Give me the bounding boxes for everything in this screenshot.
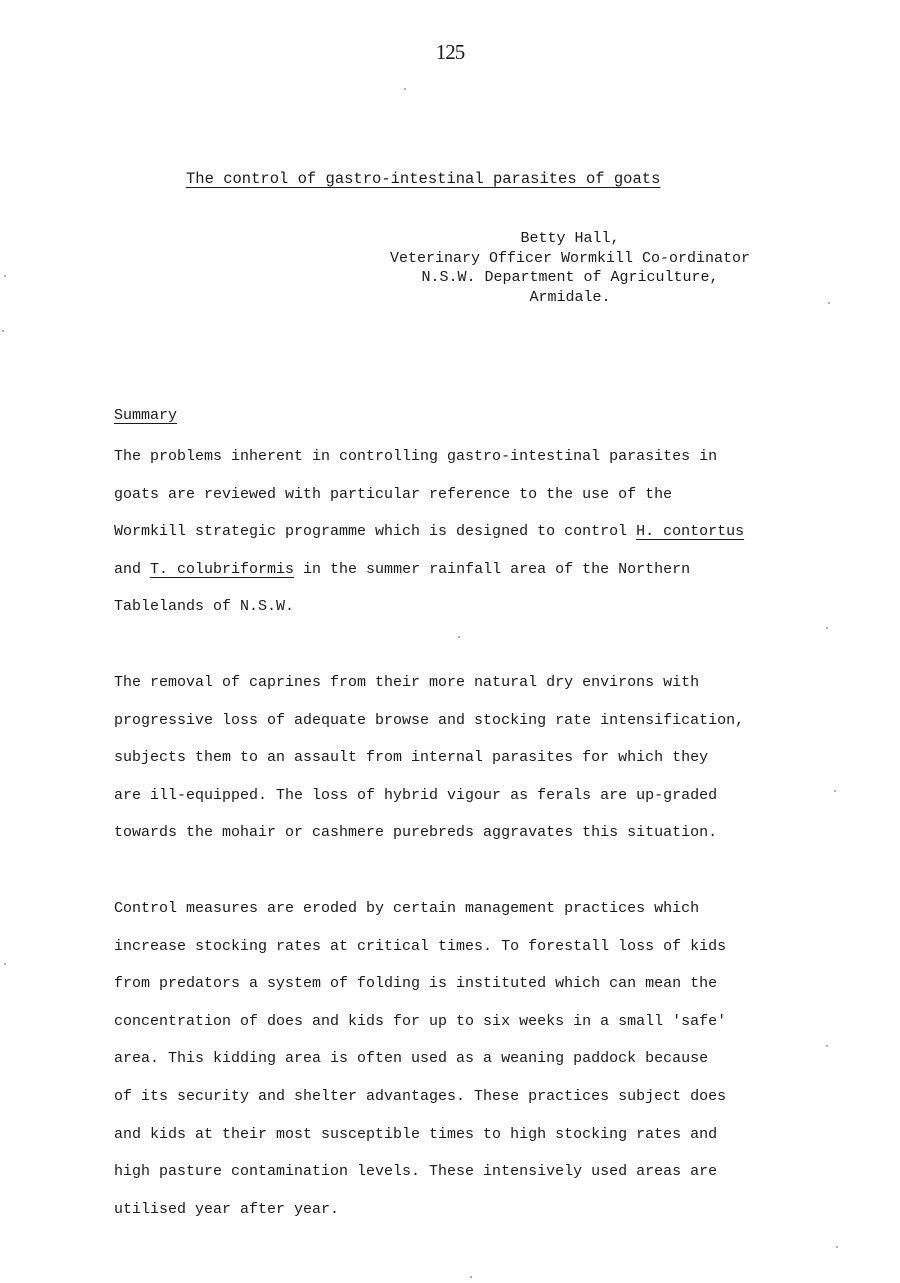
- scan-speck: [4, 275, 6, 277]
- summary-paragraph-1: [114, 438, 744, 626]
- text-line: [114, 551, 744, 589]
- text-line: increase stocking rates at critical times. To forestall loss of kids: [114, 937, 727, 955]
- summary-paragraph-3: [114, 890, 726, 1228]
- text-line: high pasture contamination levels. These intensively used areas are: [114, 1163, 718, 1181]
- species-name-h-contortus: H. contortus: [636, 523, 745, 541]
- text-line: concentration of does and kids for up to six weeks in a small 'safe': [114, 1012, 727, 1030]
- species-name-t-colubriformis: T. colubriformis: [150, 560, 295, 578]
- scan-speck: [404, 88, 406, 90]
- text-line: and kids at their most susceptible times to high stocking rates and: [114, 1125, 718, 1143]
- summary-heading: Summary: [114, 407, 178, 424]
- text-line: goats are reviewed with particular reference to the use of the: [114, 485, 673, 503]
- scan-speck: [826, 1045, 828, 1047]
- text-line: from predators a system of folding is instituted which can mean the: [114, 975, 718, 993]
- scan-speck: [2, 330, 4, 332]
- author-position: Veterinary Officer Wormkill Co-ordinator: [389, 249, 751, 267]
- page-number: 125: [435, 40, 465, 64]
- text-line: progressive loss of adequate browse and stocking rate intensification,: [114, 711, 745, 729]
- text-span: in the summer rainfall area of the Northern: [294, 560, 691, 578]
- scan-speck: [826, 627, 828, 629]
- author-department: N.S.W. Department of Agriculture,: [421, 269, 719, 286]
- author-name: Betty Hall,: [520, 230, 620, 247]
- author-location: Armidale.: [529, 288, 611, 306]
- author-block: [360, 229, 780, 307]
- scan-speck: [470, 1276, 472, 1278]
- text-line: area. This kidding area is often used as a weaning paddock because: [114, 1050, 709, 1068]
- text-line: utilised year after year.: [114, 1200, 340, 1218]
- text-line: towards the mohair or cashmere purebreds aggravates this situation.: [114, 824, 718, 842]
- scan-speck: [834, 790, 836, 792]
- summary-paragraph-2: [114, 664, 744, 852]
- text-span: Wormkill strategic programme which is designed to control: [114, 523, 637, 541]
- text-line: The removal of caprines from their more natural dry environs with: [114, 674, 700, 691]
- scan-speck: [458, 636, 460, 638]
- text-line: [114, 513, 744, 551]
- text-line: The problems inherent in controlling gastro-intestinal parasites in: [114, 448, 718, 465]
- paper-title: The control of gastro-intestinal parasites of goats: [186, 170, 661, 188]
- text-line: are ill-equipped. The loss of hybrid vigour as ferals are up-graded: [114, 786, 718, 804]
- scan-speck: [4, 963, 6, 965]
- scan-speck: [836, 1246, 838, 1248]
- text-line: of its security and shelter advantages. These practices subject does: [114, 1087, 727, 1105]
- scan-speck: [828, 302, 830, 304]
- text-line: Control measures are eroded by certain management practices which: [114, 900, 700, 917]
- text-line: Tablelands of N.S.W.: [114, 598, 295, 616]
- text-line: subjects them to an assault from internal parasites for which they: [114, 749, 709, 767]
- text-span: and: [114, 560, 151, 578]
